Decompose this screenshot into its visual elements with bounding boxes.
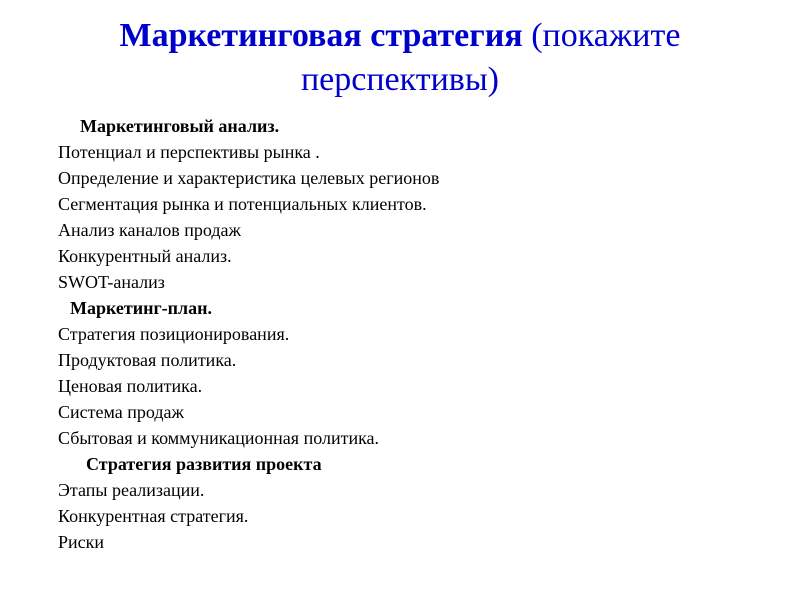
list-item: Определение и характеристика целевых регионов: [58, 168, 440, 188]
slide-title: [0, 14, 800, 102]
slide-body: [58, 113, 778, 555]
list-item: Сбытовая и коммуникационная политика.: [58, 428, 380, 448]
section-heading-marketing-plan: Маркетинг-план.: [70, 298, 213, 318]
list-item: Система продаж: [58, 402, 184, 422]
list-item: SWOT-анализ: [58, 272, 165, 292]
list-item: Стратегия позиционирования.: [58, 324, 290, 344]
list-item: Ценовая политика.: [58, 376, 203, 396]
slide-title-rest: (покажите: [522, 17, 681, 54]
list-item: Конкурентная стратегия.: [58, 506, 249, 526]
list-item: Анализ каналов продаж: [58, 220, 241, 240]
list-item: Продуктовая политика.: [58, 350, 237, 370]
section-heading-development-strategy: Стратегия развития проекта: [86, 454, 322, 474]
slide-title-bold: Маркетинговая стратегия: [119, 17, 523, 54]
list-item: Конкурентный анализ.: [58, 246, 232, 266]
slide-title-line2: перспективы): [300, 61, 499, 98]
list-item: Этапы реализации.: [58, 480, 205, 500]
section-heading-marketing-analysis: Маркетинговый анализ.: [80, 116, 280, 136]
list-item: Риски: [58, 532, 105, 552]
list-item: Сегментация рынка и потенциальных клиентов.: [58, 194, 427, 214]
list-item: Потенциал и перспективы рынка .: [58, 142, 320, 162]
